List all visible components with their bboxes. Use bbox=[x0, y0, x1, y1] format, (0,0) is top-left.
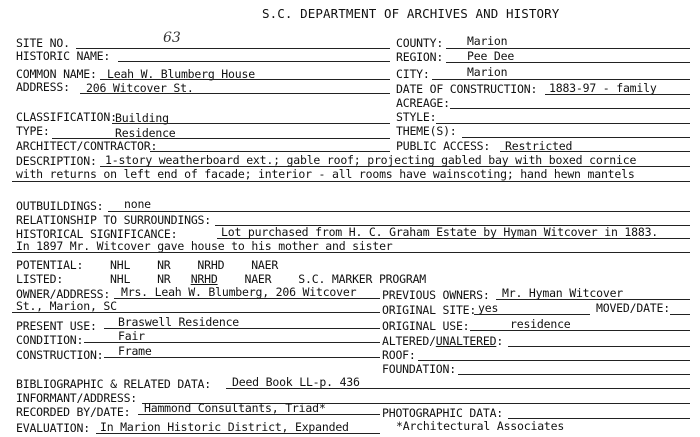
recorded-by-label: RECORDED BY/DATE: bbox=[16, 405, 131, 419]
common-name-label: COMMON NAME: bbox=[16, 67, 97, 81]
acreage-label: ACREAGE: bbox=[396, 96, 450, 110]
outbuildings-line bbox=[108, 211, 690, 212]
footnote: *Architectural Associates bbox=[396, 419, 565, 433]
present-use-value: Braswell Residence bbox=[118, 315, 240, 329]
recorded-by-value: Hammond Consultants, Triad* bbox=[144, 401, 326, 415]
date-of-construction-line bbox=[545, 94, 690, 95]
evaluation-line bbox=[96, 433, 380, 434]
original-use-line bbox=[470, 330, 690, 331]
construction-label: CONSTRUCTION: bbox=[16, 348, 104, 362]
present-use-label: PRESENT USE: bbox=[16, 319, 97, 333]
unaltered-label: UNALTERED bbox=[435, 334, 497, 348]
original-use-label: ORIGINAL USE: bbox=[382, 319, 470, 333]
historic-name-label: HISTORIC NAME: bbox=[16, 49, 111, 63]
type-value: Residence bbox=[115, 126, 176, 140]
site-no-line bbox=[76, 48, 390, 49]
listed-options-a: NHL NR bbox=[110, 272, 191, 286]
listed-options bbox=[110, 273, 426, 285]
county-label: COUNTY: bbox=[396, 36, 444, 50]
condition-value: Fair bbox=[118, 329, 145, 343]
altered-label-a: ALTERED/ bbox=[382, 334, 436, 348]
roof-line bbox=[418, 360, 690, 361]
architect-line bbox=[150, 151, 390, 152]
outbuildings-value: none bbox=[124, 197, 151, 211]
city-line bbox=[432, 79, 690, 80]
previous-owners-line bbox=[496, 299, 690, 300]
listed-options-b: NAER S.C. MARKER PROGRAM bbox=[217, 272, 427, 286]
foundation-line bbox=[458, 374, 690, 375]
moved-date-label: MOVED/DATE: bbox=[596, 301, 670, 315]
owner-label: OWNER/ADDRESS: bbox=[16, 287, 111, 301]
public-access-value: Restricted bbox=[505, 139, 573, 153]
form-header: S.C. DEPARTMENT OF ARCHIVES AND HISTORY bbox=[262, 6, 560, 21]
city-value: Marion bbox=[467, 65, 508, 79]
significance-line2-rule bbox=[12, 252, 690, 253]
recorded-by-line bbox=[138, 414, 380, 415]
description-line2: with returns on left end of facade; interior - all rooms have wainscoting; hand hewn mantels bbox=[16, 167, 635, 181]
address-value: 206 Witcover St. bbox=[86, 81, 194, 95]
date-of-construction-label: DATE OF CONSTRUCTION: bbox=[396, 82, 538, 96]
moved-date-line bbox=[670, 314, 690, 315]
significance-line1: Lot purchased from H. C. Graham Estate by Hyman Witcover in 1883. bbox=[221, 225, 659, 239]
description-label: DESCRIPTION: bbox=[16, 154, 97, 168]
date-of-construction-value: 1883-97 - family bbox=[549, 81, 657, 95]
type-label: TYPE: bbox=[16, 124, 50, 138]
classification-label: CLASSIFICATION: bbox=[16, 110, 117, 124]
historic-name-line bbox=[118, 61, 390, 62]
potential-options: NHL NR NRHD NAER bbox=[110, 258, 279, 272]
site-no-value: 63 bbox=[163, 30, 181, 46]
site-no-label: SITE NO. bbox=[16, 36, 70, 50]
region-label: REGION: bbox=[396, 50, 444, 64]
description-line1: 1-story weatherboard ext.; gable roof; projecting gabled bay with boxed cornice bbox=[105, 153, 637, 167]
common-name-value: Leah W. Blumberg House bbox=[107, 67, 255, 81]
acreage-line bbox=[450, 108, 690, 109]
evaluation-label: EVALUATION: bbox=[16, 421, 90, 435]
present-use-line bbox=[104, 328, 380, 329]
bibliographic-value: Deed Book LL-p. 436 bbox=[232, 375, 360, 389]
listed-nrhd: NRHD bbox=[190, 272, 218, 286]
themes-label: THEME(S): bbox=[396, 124, 457, 138]
classification-line bbox=[112, 123, 390, 124]
address-label: ADDRESS: bbox=[16, 80, 70, 94]
original-use-value: residence bbox=[510, 317, 571, 331]
original-site-label: ORIGINAL SITE: bbox=[382, 303, 477, 317]
informant-label: INFORMANT/ADDRESS: bbox=[16, 391, 138, 405]
evaluation-value: In Marion Historic District, Expanded bbox=[100, 420, 349, 434]
owner-line2: St., Marion, SC bbox=[16, 299, 117, 313]
common-name-line bbox=[100, 79, 390, 80]
condition-label: CONDITION: bbox=[16, 333, 84, 347]
classification-value: Building bbox=[115, 111, 169, 125]
significance-label: HISTORICAL SIGNIFICANCE: bbox=[16, 227, 178, 241]
region-value: Pee Dee bbox=[467, 49, 515, 63]
altered-line bbox=[508, 346, 690, 347]
bibliographic-line bbox=[226, 388, 690, 389]
city-label: CITY: bbox=[396, 67, 430, 81]
bibliographic-label: BIBLIOGRAPHIC & RELATED DATA: bbox=[16, 377, 211, 391]
outbuildings-label: OUTBUILDINGS: bbox=[16, 199, 104, 213]
altered-label-c: : bbox=[496, 334, 504, 348]
owner-line1-rule bbox=[114, 298, 380, 299]
description-line2-rule bbox=[12, 181, 690, 182]
previous-owners-value: Mr. Hyman Witcover bbox=[502, 286, 624, 300]
roof-label: ROOF: bbox=[382, 348, 416, 362]
photographic-label: PHOTOGRAPHIC DATA: bbox=[382, 406, 504, 420]
construction-line bbox=[104, 357, 380, 358]
owner-line1: Mrs. Leah W. Blumberg, 206 Witcover bbox=[121, 285, 357, 299]
region-line bbox=[446, 62, 690, 63]
architect-label: ARCHITECT/CONTRACTOR: bbox=[16, 139, 158, 153]
condition-line bbox=[84, 342, 380, 343]
original-site-line bbox=[474, 314, 590, 315]
relationship-label: RELATIONSHIP TO SURROUNDINGS: bbox=[16, 213, 211, 227]
owner-line2-rule bbox=[12, 312, 380, 313]
address-line bbox=[80, 93, 390, 94]
themes-line bbox=[462, 137, 690, 138]
construction-value: Frame bbox=[118, 344, 152, 358]
county-value: Marion bbox=[467, 34, 508, 48]
listed-label: LISTED: bbox=[16, 272, 64, 286]
style-line bbox=[436, 123, 690, 124]
original-site-value: yes bbox=[478, 301, 499, 315]
previous-owners-label: PREVIOUS OWNERS: bbox=[382, 288, 490, 302]
style-label: STYLE: bbox=[396, 110, 437, 124]
public-access-line bbox=[500, 151, 690, 152]
potential-label: POTENTIAL: bbox=[16, 258, 84, 272]
altered-label bbox=[382, 335, 503, 347]
public-access-label: PUBLIC ACCESS: bbox=[396, 139, 491, 153]
significance-line2: In 1897 Mr. Witcover gave house to his mother and sister bbox=[16, 239, 393, 253]
foundation-label: FOUNDATION: bbox=[382, 362, 456, 376]
